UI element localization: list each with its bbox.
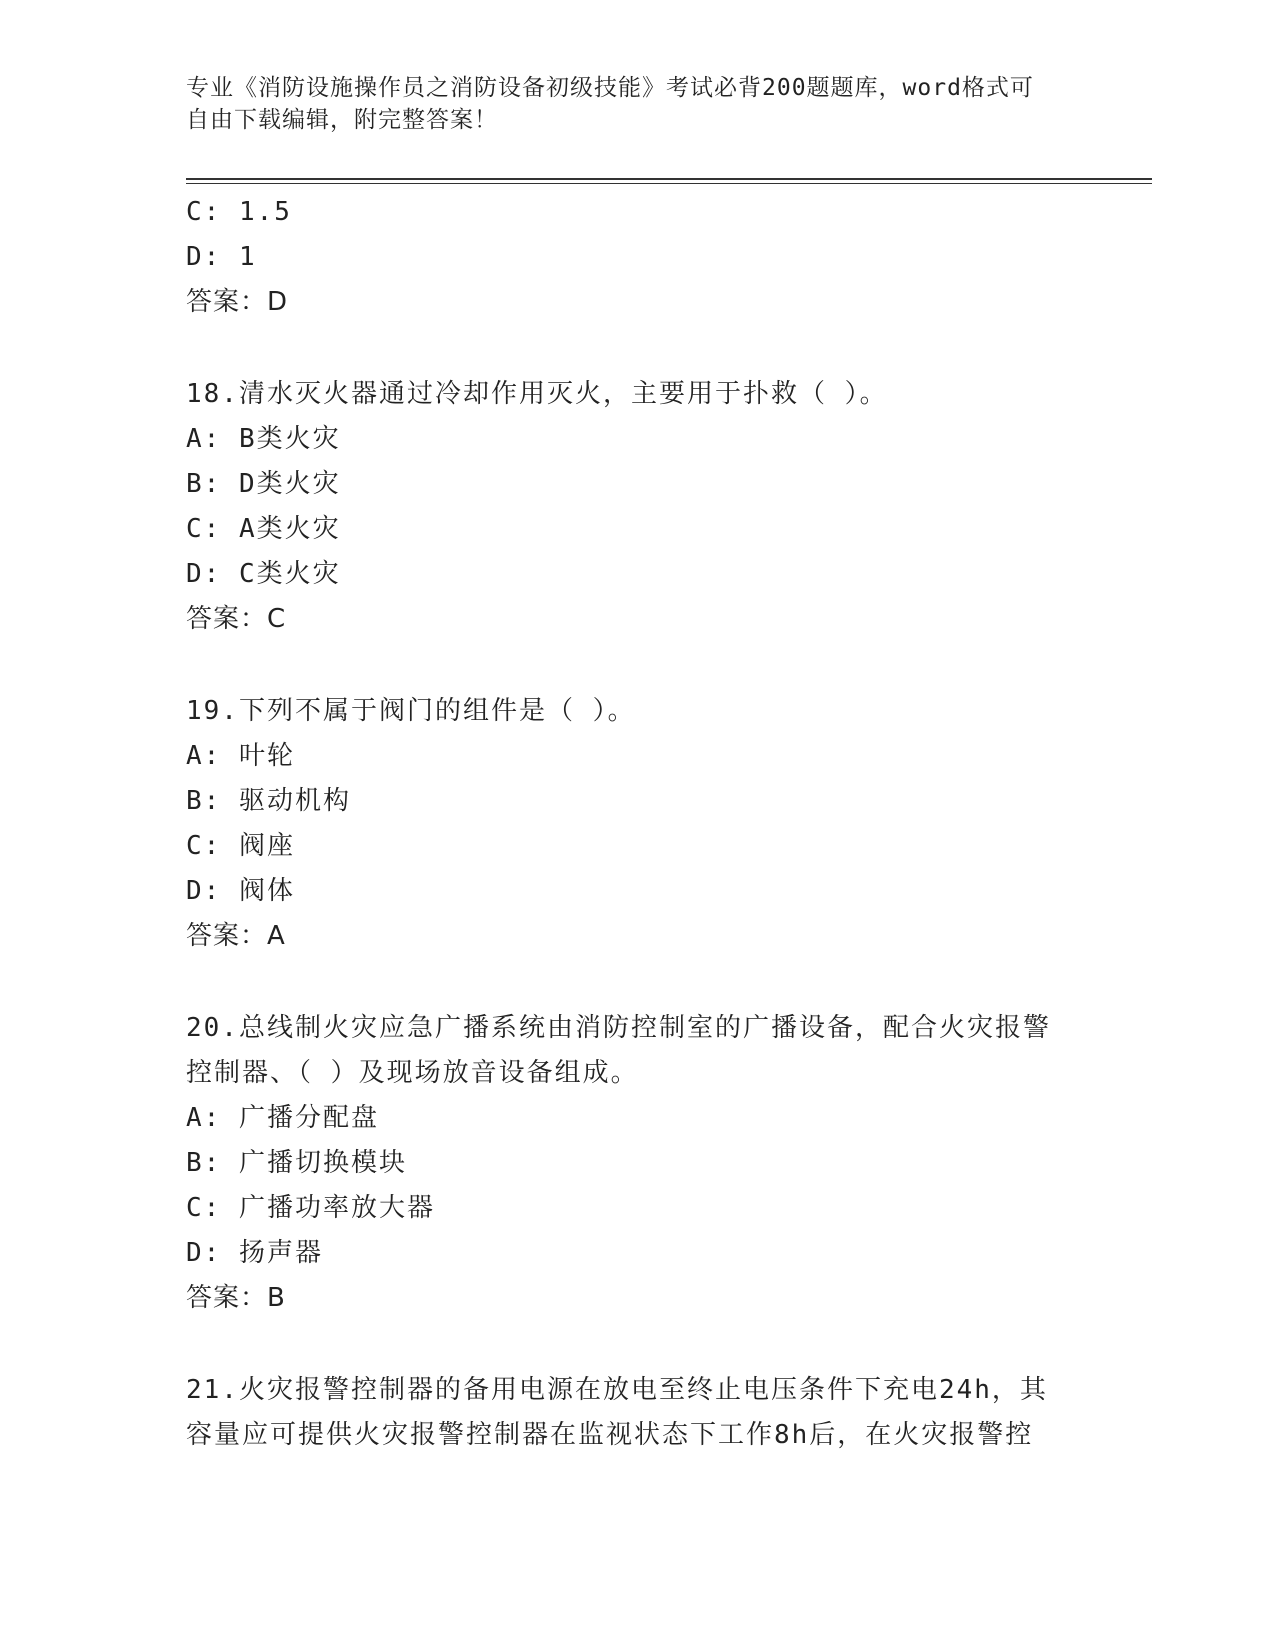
question-18-answer: 答案：C	[186, 604, 287, 634]
question-20-stem-line-2: 控制器、（ ）及现场放音设备组成。	[186, 1058, 639, 1088]
header-rule-thick	[186, 178, 1152, 180]
question-20-answer: 答案：B	[186, 1283, 286, 1313]
option-d: D: 1	[186, 242, 257, 272]
question-18-option-a: A: B类火灾	[186, 424, 341, 454]
question-18-option-c: C: A类火灾	[186, 514, 341, 544]
document-body	[186, 190, 1086, 1458]
question-20-option-c: C: 广播功率放大器	[186, 1193, 435, 1223]
answer-line: 答案：D	[186, 287, 289, 317]
header-rule-thin	[186, 183, 1152, 184]
question-19-option-c: C: 阀座	[186, 831, 295, 861]
question-18-option-d: D: C类火灾	[186, 559, 341, 589]
question-19-option-a: A: 叶轮	[186, 741, 295, 771]
question-19-stem: 19.下列不属于阀门的组件是（ ）。	[186, 696, 636, 726]
question-21-stem-line-1: 21.火灾报警控制器的备用电源在放电至终止电压条件下充电24h，其	[186, 1375, 1048, 1405]
question-20-stem-line-1: 20.总线制火灾应急广播系统由消防控制室的广播设备，配合火灾报警	[186, 1013, 1051, 1043]
question-19-option-d: D: 阀体	[186, 876, 295, 906]
question-18-stem: 18.清水灭火器通过冷却作用灭火，主要用于扑救（ ）。	[186, 379, 888, 409]
question-21-stem-line-2: 容量应可提供火灾报警控制器在监视状态下工作8h后，在火灾报警控	[186, 1420, 1034, 1450]
question-19-answer: 答案：A	[186, 921, 286, 951]
question-20-option-d: D: 扬声器	[186, 1238, 323, 1268]
header-line-2: 自由下载编辑，附完整答案！	[186, 107, 498, 133]
question-19-option-b: B: 驱动机构	[186, 786, 351, 816]
option-c: C: 1.5	[186, 197, 292, 227]
header-line-1: 专业《消防设施操作员之消防设备初级技能》考试必背200题题库，word格式可	[186, 75, 1034, 101]
question-20-option-a: A: 广播分配盘	[186, 1103, 379, 1133]
question-18-option-b: B: D类火灾	[186, 469, 341, 499]
question-20-option-b: B: 广播切换模块	[186, 1148, 407, 1178]
document-header	[186, 72, 1066, 136]
